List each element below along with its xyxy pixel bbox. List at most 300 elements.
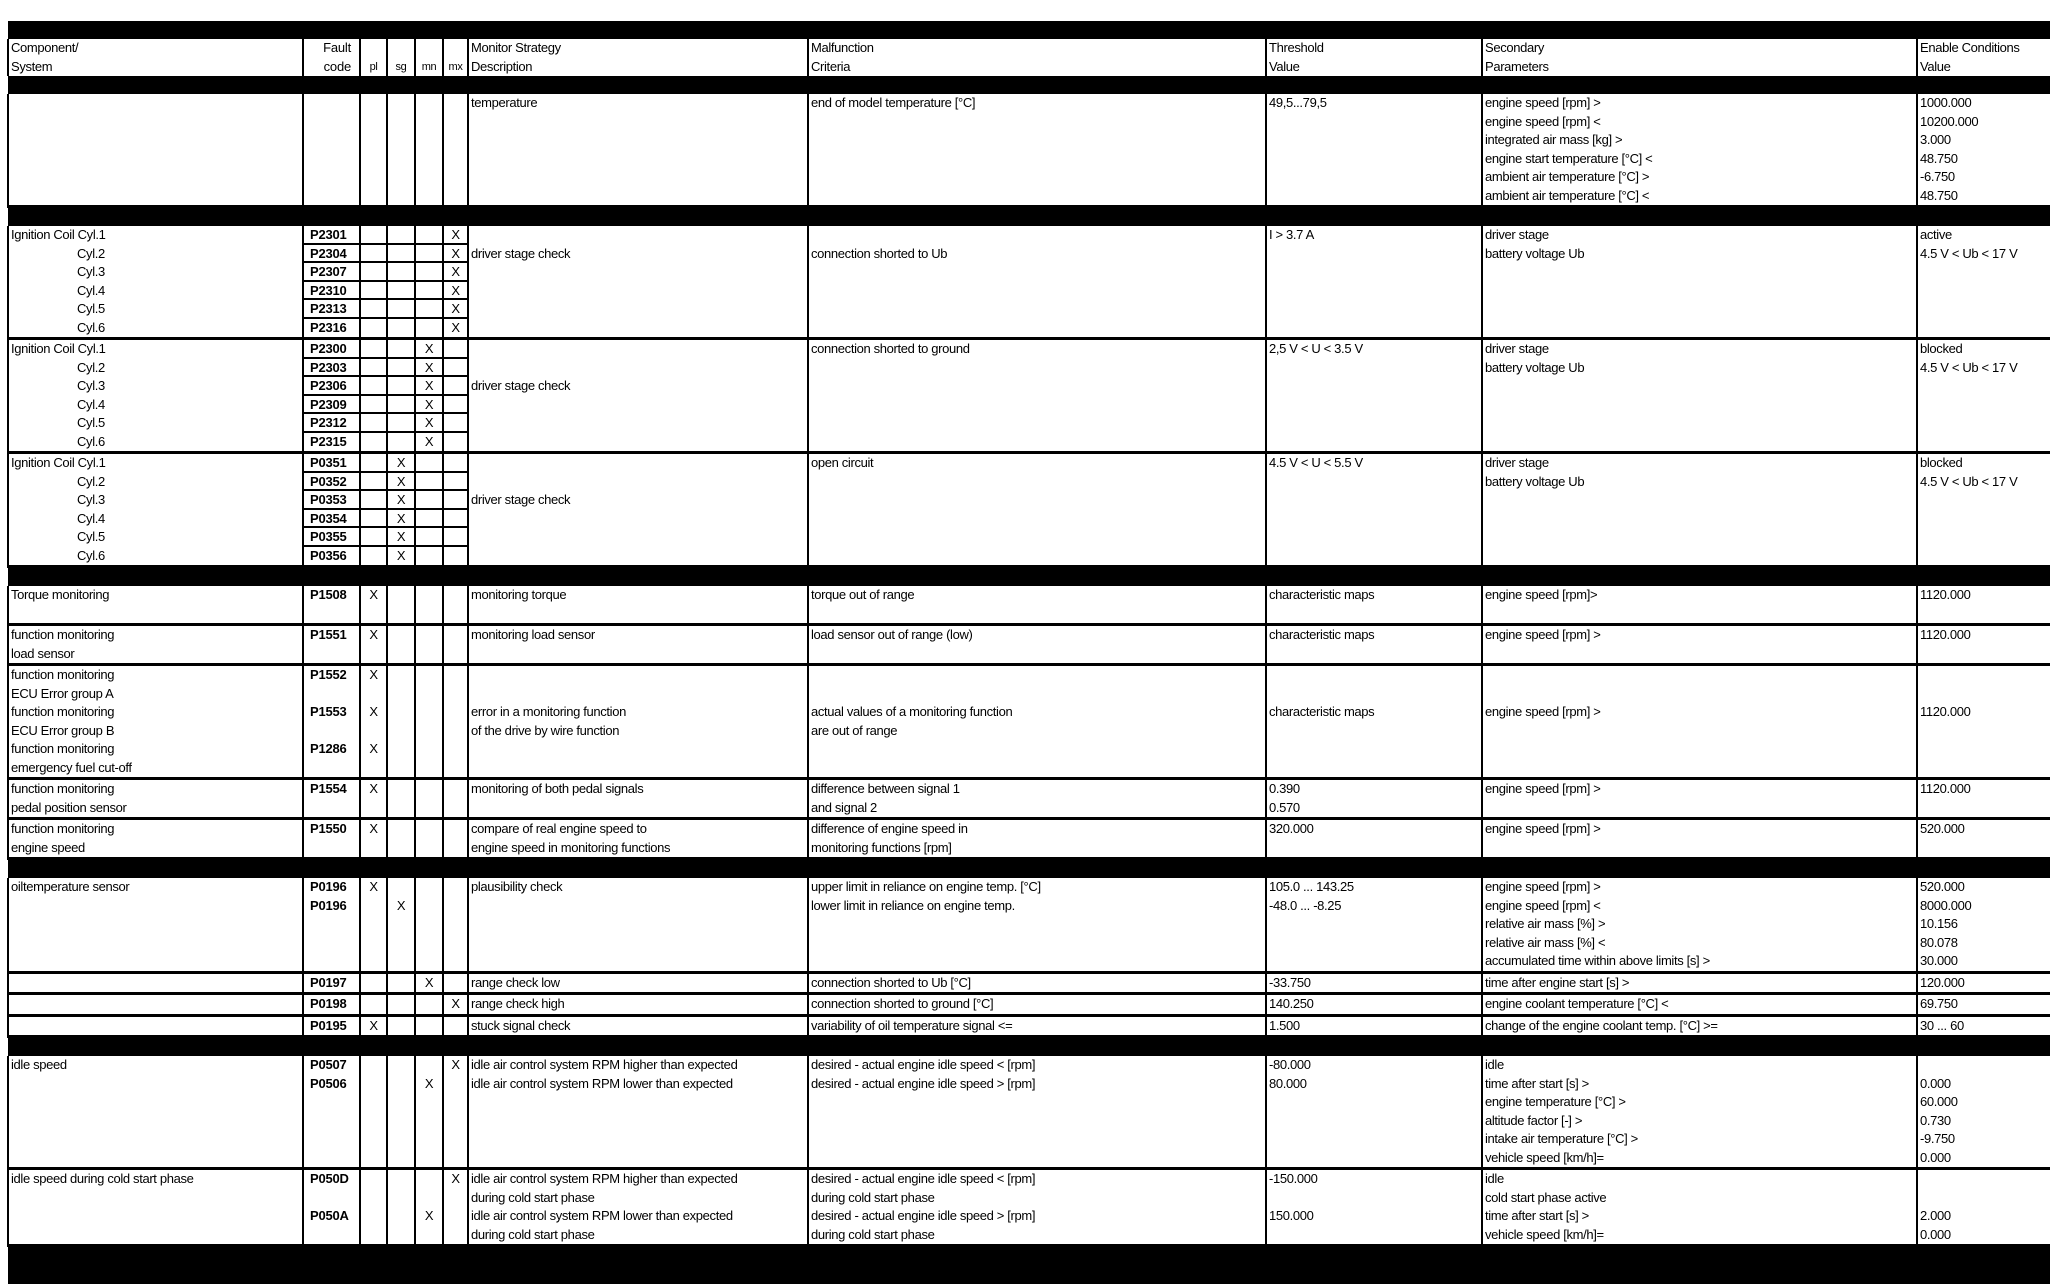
cell-line: during cold start phase [809,1189,1265,1208]
cell-flag-mn [415,994,443,1016]
cell-enable [1917,972,2050,994]
cell-line [1267,1130,1481,1149]
flag-mark: X [444,226,467,245]
cell-line [1483,319,1916,338]
cell-malfunction [808,94,1266,207]
cell-secondary [1482,226,1917,339]
cell-line [9,1130,302,1149]
cell-flag-mx [443,1015,468,1037]
flag-mark [444,131,467,150]
cell-flag-sg [387,972,415,994]
flag-mark [444,547,467,566]
cell-line [1918,414,2050,433]
flag-mark [444,974,467,993]
flag-mark [444,759,467,778]
cell-line: Ignition Coil Cyl.1 [9,454,302,473]
flag-mark [361,359,386,378]
cell-description [468,226,808,339]
header-text: Fault [304,39,359,58]
cell-line [809,300,1265,319]
cell-line [1267,740,1481,759]
cell-enable [1917,586,2050,625]
flag-mark [361,414,386,433]
cell-flag-mn [415,972,443,994]
cell-line [1918,510,2050,529]
cell-line [469,645,807,664]
fault-code: P0196 [304,878,359,897]
flag-mark [388,263,414,282]
cell-enable [1917,779,2050,819]
cell-line [1918,685,2050,704]
cell-flag-pl [360,1056,387,1169]
cell-flag-mn [415,1015,443,1037]
cell-line [809,377,1265,396]
cell-line [469,396,807,415]
flag-mark [361,952,386,971]
cell-flag-sg [387,1169,415,1246]
flag-mark [416,878,442,897]
cell-line: 1000.000 [1918,94,2050,113]
cell-enable [1917,453,2050,567]
cell-fault-code [303,1169,360,1246]
cell-flag-mx [443,625,468,665]
cell-line [809,934,1265,953]
cell-line [1483,396,1916,415]
cell-line [9,168,302,187]
cell-line [9,952,302,971]
cell-line [1483,491,1916,510]
cell-line: 1.500 [1267,1017,1481,1036]
fault-code: P2312 [304,414,359,433]
cell-line [1267,359,1481,378]
fault-code: P1508 [304,586,359,605]
cell-line [469,340,807,359]
flag-mark [416,150,442,169]
cell-threshold [1266,1169,1482,1246]
flag-mark [416,263,442,282]
diagnostic-monitor-table [7,21,2050,1284]
cell-line: 49,5...79,5 [1267,94,1481,113]
cell-line [469,113,807,132]
flag-mark [444,685,467,704]
cell-line: accumulated time within above limits [s] > [1483,952,1916,971]
cell-line [809,396,1265,415]
cell-line: 1120.000 [1918,780,2050,799]
flag-mark [444,839,467,858]
cell-line: blocked [1918,340,2050,359]
cell-line [1267,685,1481,704]
flag-mark: X [416,396,442,415]
header-text: Threshold [1267,39,1481,58]
cell-flag-pl [360,94,387,207]
fault-code: P2309 [304,396,359,415]
table-row [8,779,2050,819]
cell-line: monitoring functions [rpm] [809,839,1265,858]
header-text: mx [444,58,467,77]
flag-mark [416,168,442,187]
flag-mark [361,454,386,473]
cell-line [469,263,807,282]
cell-line: 69.750 [1918,995,2050,1014]
flag-mark [444,396,467,415]
table-row [8,1169,2050,1246]
fault-code [304,1130,359,1149]
flag-mark [388,1226,414,1245]
cell-line [1267,722,1481,741]
flag-mark [361,605,386,624]
table-row [8,453,2050,567]
fault-code: P1550 [304,820,359,839]
table-row [8,1056,2050,1169]
flag-mark [361,722,386,741]
cell-threshold [1266,819,1482,859]
fault-code [304,685,359,704]
cell-secondary [1482,994,1917,1016]
cell-enable [1917,1015,2050,1037]
cell-fault-code [303,819,360,859]
cell-line: idle [1483,1170,1916,1189]
cell-line [469,1130,807,1149]
cell-line [1918,1056,2050,1075]
cell-flag-mx [443,819,468,859]
flag-mark [444,1093,467,1112]
flag-mark [388,1130,414,1149]
fault-code [304,952,359,971]
cell-flag-mx [443,1056,468,1169]
cell-line: desired - actual engine idle speed < [rpm] [809,1056,1265,1075]
cell-line: 120.000 [1918,974,2050,993]
cell-secondary [1482,819,1917,859]
cell-line: 320.000 [1267,820,1481,839]
flag-mark [416,703,442,722]
cell-line [469,319,807,338]
cell-line: 0.390 [1267,780,1481,799]
flag-mark [416,820,442,839]
fault-code: P0197 [304,974,359,993]
flag-mark: X [361,740,386,759]
flag-mark [444,915,467,934]
cell-line: compare of real engine speed to [469,820,807,839]
cell-line: Cyl.5 [9,414,302,433]
header-description [468,39,808,76]
cell-line: function monitoring [9,666,302,685]
table-row [8,665,2050,779]
cell-line [809,187,1265,206]
flag-mark [416,1226,442,1245]
cell-line: stuck signal check [469,1017,807,1036]
cell-line [9,1017,302,1036]
cell-fault-code [303,878,360,972]
flag-mark [388,433,414,452]
flag-mark [361,1093,386,1112]
flag-mark [388,319,414,338]
fault-code: P0354 [304,510,359,529]
cell-line: blocked [1918,454,2050,473]
cell-line: characteristic maps [1267,626,1481,645]
flag-mark: X [444,245,467,264]
flag-mark [361,1112,386,1131]
flag-mark [361,263,386,282]
cell-line [1918,799,2050,818]
cell-line: open circuit [809,454,1265,473]
cell-line [809,1130,1265,1149]
cell-threshold [1266,339,1482,453]
flag-mark: X [361,1017,386,1036]
cell-line: engine speed [rpm]> [1483,586,1916,605]
cell-line: during cold start phase [469,1226,807,1245]
flag-mark: X [444,282,467,301]
cell-line [9,897,302,916]
flag-mark [361,974,386,993]
cell-line: Cyl.3 [9,491,302,510]
flag-mark [416,1112,442,1131]
cell-component [8,586,303,625]
cell-malfunction [808,994,1266,1016]
cell-component [8,1169,303,1246]
cell-line: connection shorted to Ub [809,245,1265,264]
flag-mark [444,703,467,722]
cell-line [809,952,1265,971]
cell-enable [1917,665,2050,779]
flag-mark [388,187,414,206]
cell-fault-code [303,665,360,779]
cell-flag-mn [415,819,443,859]
cell-line [1483,839,1916,858]
cell-line [1918,722,2050,741]
flag-mark [361,300,386,319]
cell-line: 4.5 V < Ub < 17 V [1918,359,2050,378]
flag-mark [416,605,442,624]
flag-mark [361,396,386,415]
flag-mark [388,168,414,187]
flag-mark [388,150,414,169]
cell-description [468,586,808,625]
cell-flag-mx [443,339,468,453]
cell-line: 1120.000 [1918,586,2050,605]
fault-code [304,839,359,858]
fault-code: P1553 [304,703,359,722]
cell-threshold [1266,878,1482,972]
table-row [8,972,2050,994]
flag-mark [388,1017,414,1036]
flag-mark [361,131,386,150]
cell-line [809,1093,1265,1112]
cell-threshold [1266,972,1482,994]
flag-mark [388,113,414,132]
cell-line: vehicle speed [km/h]= [1483,1226,1916,1245]
cell-line: ambient air temperature [°C] > [1483,168,1916,187]
flag-mark [444,645,467,664]
flag-mark [416,685,442,704]
cell-line: are out of range [809,722,1265,741]
cell-line [1483,799,1916,818]
header-text: Monitor Strategy [469,39,807,58]
flag-mark: X [416,1207,442,1226]
cell-line [809,319,1265,338]
cell-malfunction [808,1015,1266,1037]
cell-line: Cyl.6 [9,433,302,452]
table-row [8,625,2050,665]
cell-fault-code [303,625,360,665]
cell-line: 30 ... 60 [1918,1017,2050,1036]
cell-line [469,934,807,953]
cell-line: 48.750 [1918,187,2050,206]
cell-line: 80.000 [1267,1075,1481,1094]
cell-line: characteristic maps [1267,586,1481,605]
cell-secondary [1482,1169,1917,1246]
cell-line [469,740,807,759]
flag-mark [444,1130,467,1149]
table-row [8,94,2050,207]
cell-line [1918,605,2050,624]
cell-flag-pl [360,625,387,665]
flag-mark: X [361,703,386,722]
cell-line [809,740,1265,759]
cell-flag-mn [415,625,443,665]
flag-mark [444,780,467,799]
table-row [8,226,2050,339]
fault-code [304,187,359,206]
cell-malfunction [808,586,1266,625]
cell-line: engine speed [rpm] > [1483,626,1916,645]
flag-mark [416,645,442,664]
flag-mark [444,878,467,897]
flag-mark [444,528,467,547]
flag-mark [416,626,442,645]
cell-fault-code [303,94,360,207]
cell-line [1267,168,1481,187]
cell-line: battery voltage Ub [1483,359,1916,378]
cell-line: temperature [469,94,807,113]
cell-flag-sg [387,94,415,207]
flag-mark [416,226,442,245]
cell-line: Cyl.3 [9,377,302,396]
flag-mark [444,340,467,359]
flag-mark [444,94,467,113]
cell-line: idle air control system RPM lower than expected [469,1207,807,1226]
cell-line [1267,396,1481,415]
cell-flag-sg [387,665,415,779]
flag-mark [361,897,386,916]
cell-description [468,665,808,779]
flag-mark [388,685,414,704]
cell-line: function monitoring [9,780,302,799]
cell-secondary [1482,665,1917,779]
fault-code: P1286 [304,740,359,759]
cell-line: idle air control system RPM lower than expected [469,1075,807,1094]
header-text: System [9,58,302,77]
fault-code [304,605,359,624]
cell-line [1483,722,1916,741]
flag-mark [361,377,386,396]
cell-flag-mn [415,779,443,819]
flag-mark [388,94,414,113]
cell-line [809,1112,1265,1131]
fault-code: P2303 [304,359,359,378]
flag-mark [416,94,442,113]
monitor-table [7,21,2050,1284]
cell-flag-pl [360,453,387,567]
cell-line: 520.000 [1918,820,2050,839]
cell-line [469,915,807,934]
cell-line [469,1149,807,1168]
cell-line [9,974,302,993]
flag-mark [416,952,442,971]
flag-mark [416,131,442,150]
flag-mark [444,952,467,971]
flag-mark [388,1149,414,1168]
cell-line [469,528,807,547]
header-text: Malfunction [809,39,1265,58]
fault-code [304,1112,359,1131]
header-pl [360,39,387,76]
cell-line: error in a monitoring function [469,703,807,722]
flag-mark: X [444,319,467,338]
cell-line [9,94,302,113]
cell-line [469,454,807,473]
cell-component [8,972,303,994]
fault-code: P1552 [304,666,359,685]
flag-mark [416,897,442,916]
cell-flag-mx [443,994,468,1016]
cell-line [9,995,302,1014]
cell-line: idle speed during cold start phase [9,1170,302,1189]
cell-line [1267,414,1481,433]
cell-line: idle speed [9,1056,302,1075]
cell-line [1267,605,1481,624]
header-threshold [1266,39,1482,76]
flag-mark [361,150,386,169]
cell-secondary [1482,878,1917,972]
cell-line [1918,300,2050,319]
fault-code: P0355 [304,528,359,547]
cell-flag-mn [415,94,443,207]
flag-mark [416,510,442,529]
cell-enable [1917,1169,2050,1246]
cell-line [1483,300,1916,319]
header-mx [443,39,468,76]
fault-code: P0356 [304,547,359,566]
cell-flag-mn [415,665,443,779]
cell-line [809,433,1265,452]
cell-line: -150.000 [1267,1170,1481,1189]
cell-enable [1917,878,2050,972]
cell-line [9,1226,302,1245]
cell-flag-mx [443,586,468,625]
cell-line: desired - actual engine idle speed < [rpm] [809,1170,1265,1189]
flag-mark [444,359,467,378]
cell-line: Cyl.2 [9,473,302,492]
flag-mark [444,722,467,741]
cell-line [9,131,302,150]
fault-code: P0195 [304,1017,359,1036]
flag-mark [388,820,414,839]
header-text: pl [361,58,386,77]
cell-line [1483,377,1916,396]
flag-mark [388,995,414,1014]
cell-line: difference between signal 1 [809,780,1265,799]
cell-line: torque out of range [809,586,1265,605]
cell-fault-code [303,339,360,453]
flag-mark [361,934,386,953]
cell-line [1918,839,2050,858]
cell-line: monitoring of both pedal signals [469,780,807,799]
cell-malfunction [808,625,1266,665]
cell-line [469,1093,807,1112]
cell-description [468,878,808,972]
fault-code: P1551 [304,626,359,645]
cell-line: range check low [469,974,807,993]
